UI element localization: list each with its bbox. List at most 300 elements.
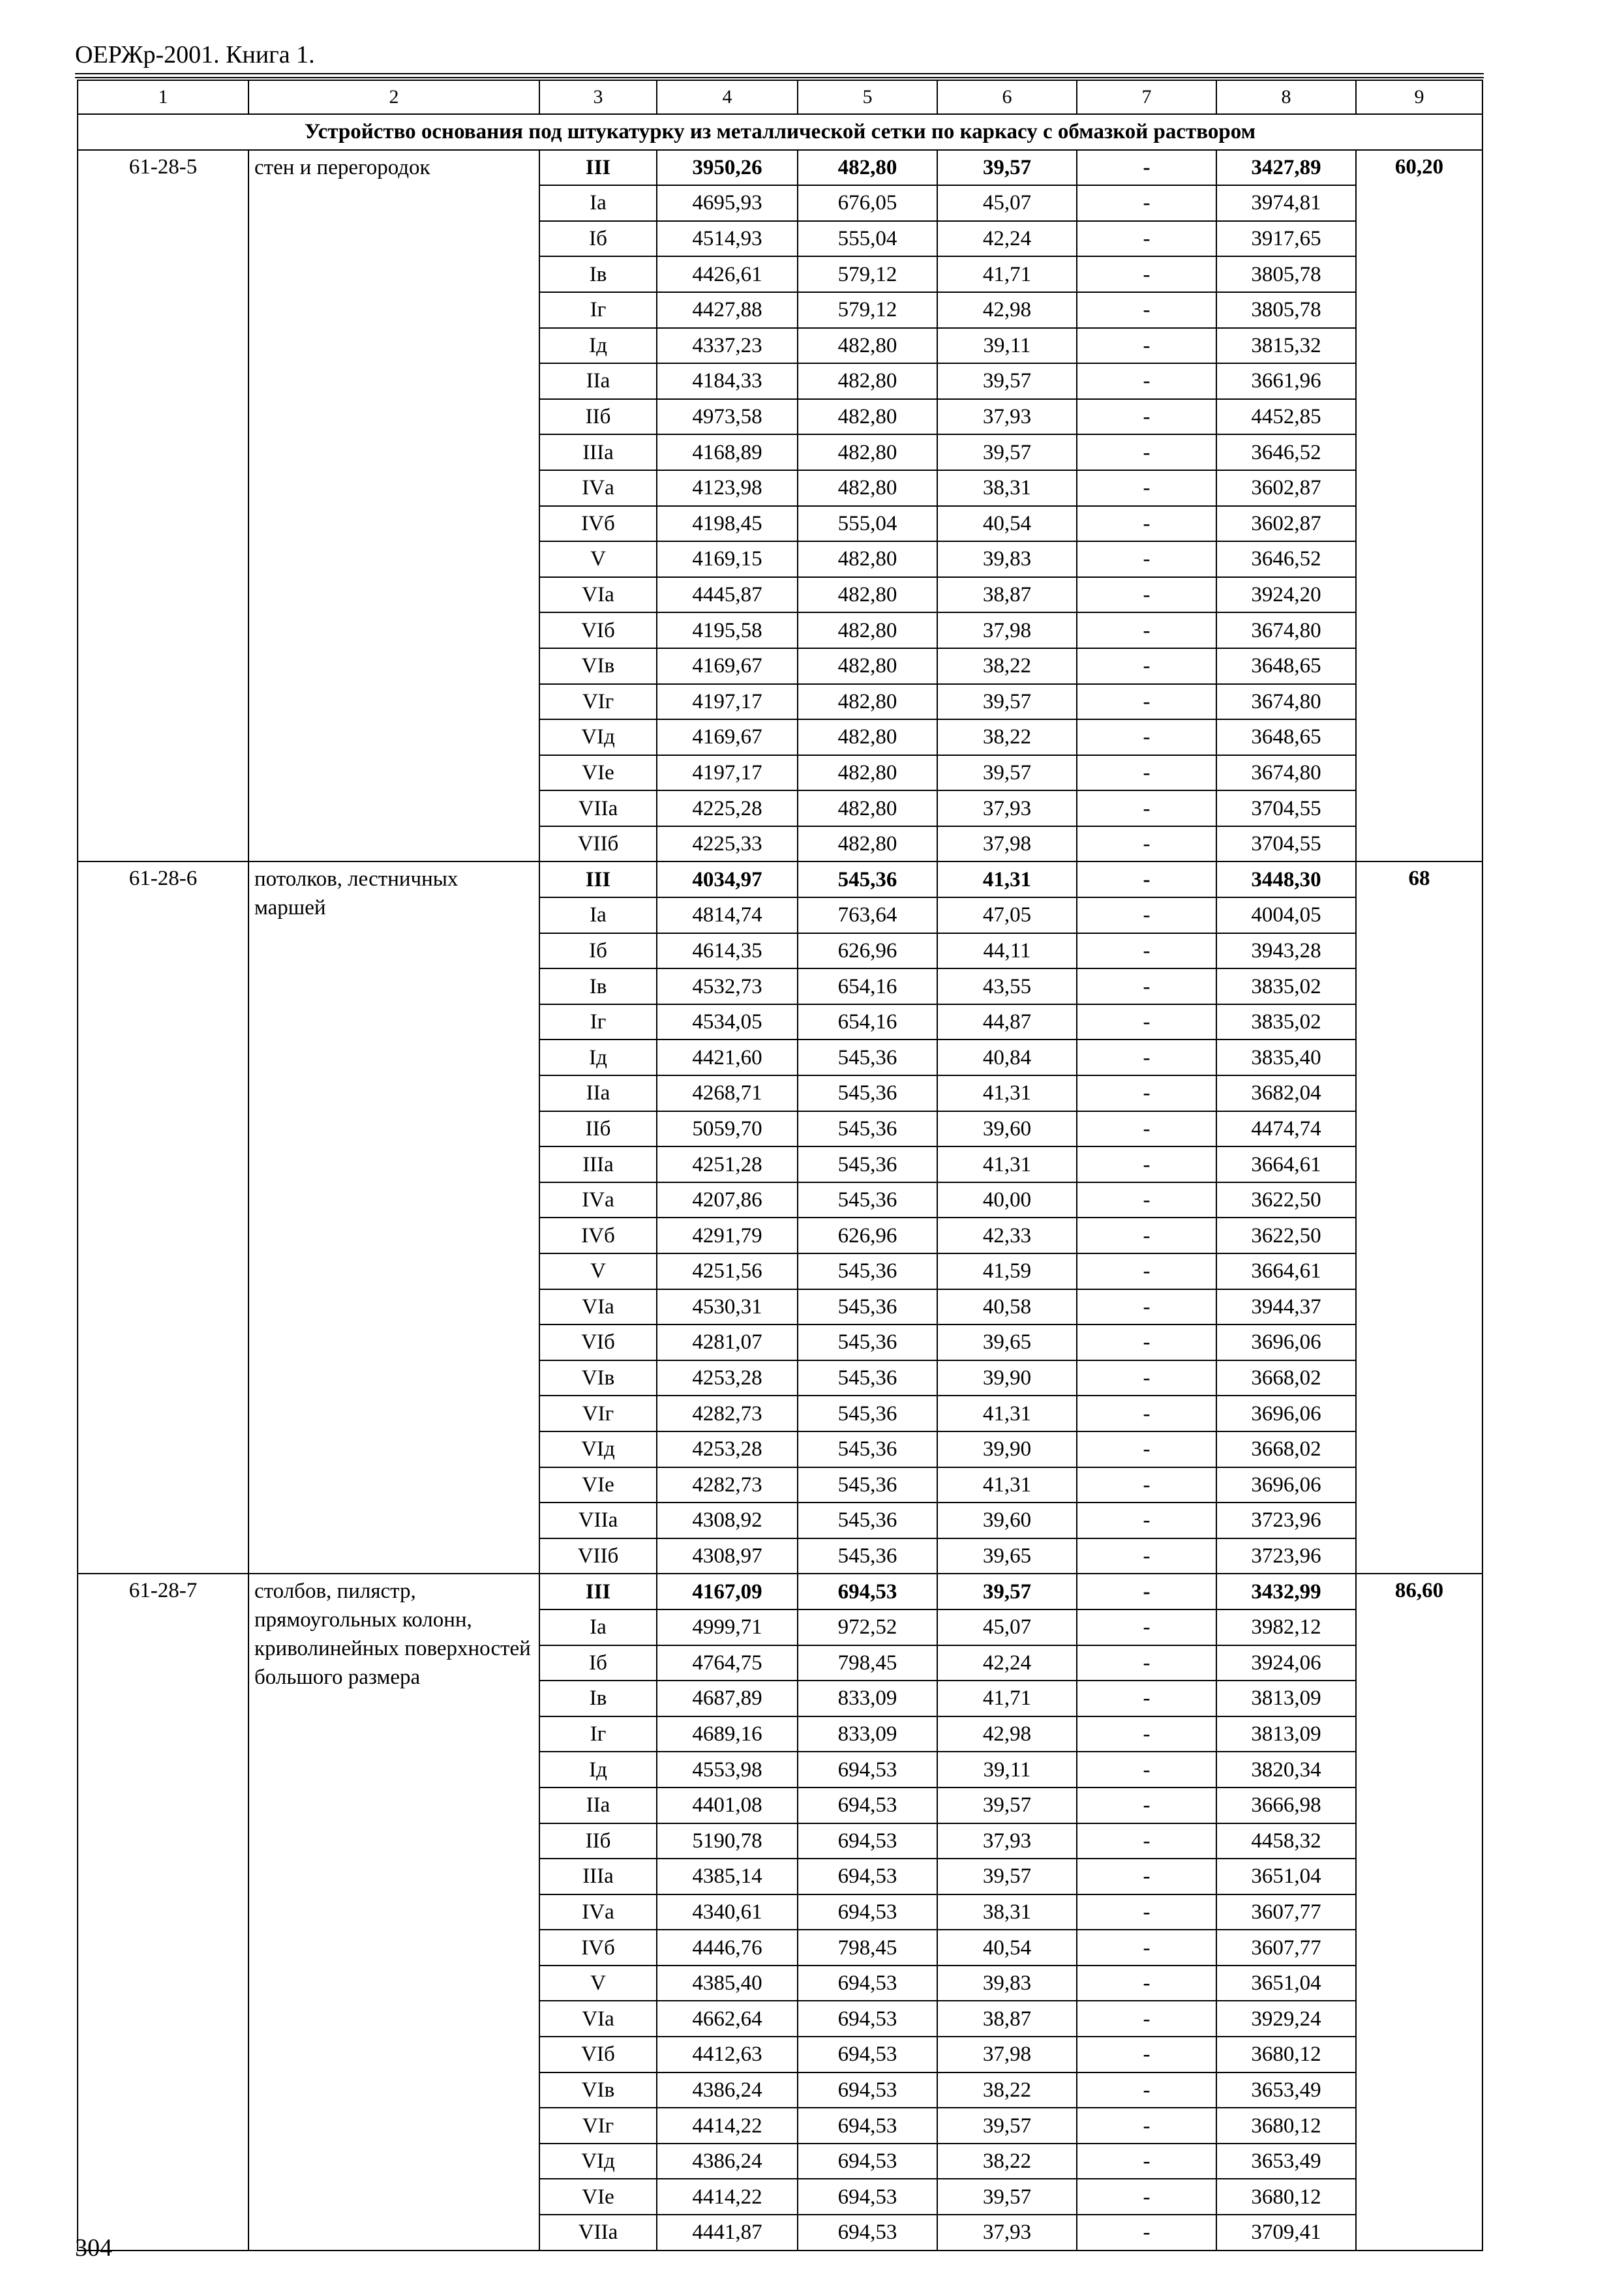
cost-total-cell: 4695,93 xyxy=(657,185,798,221)
cost-machines-cell: 39,65 xyxy=(937,1538,1077,1574)
cost-machines-cell: 39,57 xyxy=(937,363,1077,399)
cost-driver-wages-cell: - xyxy=(1077,399,1216,435)
zone-cell: IVб xyxy=(539,506,657,542)
zone-cell: Iг xyxy=(539,292,657,328)
column-number: 7 xyxy=(1077,80,1216,114)
cost-materials-cell: 3622,50 xyxy=(1216,1182,1356,1218)
zone-cell: VIIб xyxy=(539,826,657,862)
labor-cost-cell: 60,20 xyxy=(1356,150,1482,862)
cost-total-cell: 4169,15 xyxy=(657,541,798,577)
cost-total-cell: 4225,28 xyxy=(657,790,798,826)
cost-total-cell: 4281,07 xyxy=(657,1324,798,1360)
cost-driver-wages-cell: - xyxy=(1077,1574,1216,1609)
item-description: стен и перегородок xyxy=(248,150,539,862)
cost-driver-wages-cell: - xyxy=(1077,1966,1216,2001)
cost-wages-cell: 545,36 xyxy=(798,1289,937,1325)
labor-cost-cell: 86,60 xyxy=(1356,1574,1482,2250)
cost-machines-cell: 39,57 xyxy=(937,755,1077,791)
cost-driver-wages-cell: - xyxy=(1077,684,1216,720)
zone-cell: Iб xyxy=(539,221,657,257)
cost-materials-cell: 3607,77 xyxy=(1216,1930,1356,1966)
cost-driver-wages-cell: - xyxy=(1077,541,1216,577)
cost-wages-cell: 798,45 xyxy=(798,1645,937,1681)
cost-total-cell: 4034,97 xyxy=(657,861,798,897)
item-code: 61-28-5 xyxy=(78,150,248,862)
cost-machines-cell: 45,07 xyxy=(937,185,1077,221)
column-number: 9 xyxy=(1356,80,1482,114)
cost-total-cell: 4123,98 xyxy=(657,470,798,506)
cost-wages-cell: 482,80 xyxy=(798,470,937,506)
cost-materials-cell: 3924,06 xyxy=(1216,1645,1356,1681)
cost-materials-cell: 3696,06 xyxy=(1216,1467,1356,1503)
cost-driver-wages-cell: - xyxy=(1077,2108,1216,2144)
cost-driver-wages-cell: - xyxy=(1077,861,1216,897)
cost-wages-cell: 482,80 xyxy=(798,719,937,755)
cost-driver-wages-cell: - xyxy=(1077,577,1216,613)
cost-total-cell: 4614,35 xyxy=(657,933,798,969)
cost-total-cell: 4207,86 xyxy=(657,1182,798,1218)
table-row xyxy=(78,1574,1482,1609)
cost-machines-cell: 39,90 xyxy=(937,1431,1077,1467)
column-number: 1 xyxy=(78,80,248,114)
table-body xyxy=(78,80,1482,2251)
cost-driver-wages-cell: - xyxy=(1077,2037,1216,2072)
cost-machines-cell: 39,57 xyxy=(937,1574,1077,1609)
cost-driver-wages-cell: - xyxy=(1077,1040,1216,1075)
cost-total-cell: 4197,17 xyxy=(657,755,798,791)
cost-wages-cell: 676,05 xyxy=(798,185,937,221)
zone-cell: VIб xyxy=(539,612,657,648)
cost-total-cell: 4689,16 xyxy=(657,1716,798,1752)
cost-total-cell: 4427,88 xyxy=(657,292,798,328)
cost-wages-cell: 555,04 xyxy=(798,221,937,257)
cost-driver-wages-cell: - xyxy=(1077,897,1216,933)
cost-total-cell: 4195,58 xyxy=(657,612,798,648)
cost-driver-wages-cell: - xyxy=(1077,826,1216,862)
cost-wages-cell: 482,80 xyxy=(798,577,937,613)
zone-cell: IVа xyxy=(539,1182,657,1218)
column-number: 6 xyxy=(937,80,1077,114)
zone-cell: VIIа xyxy=(539,1503,657,1538)
cost-materials-cell: 3668,02 xyxy=(1216,1431,1356,1467)
cost-driver-wages-cell: - xyxy=(1077,648,1216,684)
cost-machines-cell: 45,07 xyxy=(937,1609,1077,1645)
cost-machines-cell: 37,98 xyxy=(937,826,1077,862)
cost-total-cell: 3950,26 xyxy=(657,150,798,186)
cost-total-cell: 4401,08 xyxy=(657,1788,798,1823)
cost-machines-cell: 42,24 xyxy=(937,1645,1077,1681)
cost-driver-wages-cell: - xyxy=(1077,2144,1216,2179)
zone-cell: Iб xyxy=(539,933,657,969)
cost-materials-cell: 3696,06 xyxy=(1216,1324,1356,1360)
cost-driver-wages-cell: - xyxy=(1077,328,1216,364)
cost-materials-cell: 3704,55 xyxy=(1216,790,1356,826)
cost-driver-wages-cell: - xyxy=(1077,790,1216,826)
cost-materials-cell: 3602,87 xyxy=(1216,470,1356,506)
cost-materials-cell: 3924,20 xyxy=(1216,577,1356,613)
cost-total-cell: 4282,73 xyxy=(657,1396,798,1431)
cost-wages-cell: 545,36 xyxy=(798,1075,937,1111)
zone-cell: IIIа xyxy=(539,434,657,470)
cost-wages-cell: 654,16 xyxy=(798,968,937,1004)
cost-wages-cell: 545,36 xyxy=(798,1253,937,1289)
cost-driver-wages-cell: - xyxy=(1077,612,1216,648)
cost-machines-cell: 40,84 xyxy=(937,1040,1077,1075)
cost-driver-wages-cell: - xyxy=(1077,755,1216,791)
zone-cell: V xyxy=(539,1253,657,1289)
cost-machines-cell: 42,98 xyxy=(937,292,1077,328)
column-number: 5 xyxy=(798,80,937,114)
zone-cell: VIIа xyxy=(539,2215,657,2251)
cost-wages-cell: 482,80 xyxy=(798,790,937,826)
cost-machines-cell: 39,57 xyxy=(937,1859,1077,1894)
cost-machines-cell: 41,71 xyxy=(937,1681,1077,1716)
zone-cell: IVа xyxy=(539,1894,657,1930)
zone-cell: VIе xyxy=(539,755,657,791)
cost-machines-cell: 39,11 xyxy=(937,328,1077,364)
zone-cell: VIд xyxy=(539,1431,657,1467)
cost-driver-wages-cell: - xyxy=(1077,1645,1216,1681)
cost-total-cell: 4251,28 xyxy=(657,1146,798,1182)
cost-wages-cell: 579,12 xyxy=(798,292,937,328)
cost-machines-cell: 43,55 xyxy=(937,968,1077,1004)
cost-driver-wages-cell: - xyxy=(1077,2001,1216,2037)
cost-driver-wages-cell: - xyxy=(1077,1004,1216,1040)
cost-driver-wages-cell: - xyxy=(1077,1360,1216,1396)
cost-driver-wages-cell: - xyxy=(1077,1716,1216,1752)
cost-total-cell: 4386,24 xyxy=(657,2144,798,2179)
cost-wages-cell: 482,80 xyxy=(798,826,937,862)
cost-materials-cell: 4474,74 xyxy=(1216,1111,1356,1147)
cost-materials-cell: 3682,04 xyxy=(1216,1075,1356,1111)
cost-driver-wages-cell: - xyxy=(1077,1503,1216,1538)
cost-driver-wages-cell: - xyxy=(1077,1396,1216,1431)
cost-total-cell: 4184,33 xyxy=(657,363,798,399)
cost-total-cell: 4532,73 xyxy=(657,968,798,1004)
cost-wages-cell: 694,53 xyxy=(798,2179,937,2215)
cost-machines-cell: 41,31 xyxy=(937,1146,1077,1182)
cost-total-cell: 4421,60 xyxy=(657,1040,798,1075)
cost-materials-cell: 3704,55 xyxy=(1216,826,1356,862)
cost-total-cell: 4169,67 xyxy=(657,719,798,755)
cost-total-cell: 4251,56 xyxy=(657,1253,798,1289)
cost-total-cell: 4441,87 xyxy=(657,2215,798,2251)
cost-driver-wages-cell: - xyxy=(1077,1894,1216,1930)
cost-driver-wages-cell: - xyxy=(1077,719,1216,755)
cost-wages-cell: 482,80 xyxy=(798,755,937,791)
cost-total-cell: 4340,61 xyxy=(657,1894,798,1930)
cost-machines-cell: 38,22 xyxy=(937,2072,1077,2108)
cost-wages-cell: 694,53 xyxy=(798,1788,937,1823)
cost-machines-cell: 38,22 xyxy=(937,648,1077,684)
cost-materials-cell: 3666,98 xyxy=(1216,1788,1356,1823)
cost-machines-cell: 41,31 xyxy=(937,1467,1077,1503)
cost-wages-cell: 694,53 xyxy=(798,1823,937,1859)
cost-total-cell: 4308,97 xyxy=(657,1538,798,1574)
cost-wages-cell: 694,53 xyxy=(798,1574,937,1609)
cost-driver-wages-cell: - xyxy=(1077,933,1216,969)
cost-total-cell: 4308,92 xyxy=(657,1503,798,1538)
zone-cell: IVб xyxy=(539,1930,657,1966)
cost-total-cell: 4446,76 xyxy=(657,1930,798,1966)
zone-cell: Iв xyxy=(539,968,657,1004)
cost-total-cell: 4426,61 xyxy=(657,256,798,292)
cost-machines-cell: 39,83 xyxy=(937,1966,1077,2001)
cost-machines-cell: 44,11 xyxy=(937,933,1077,969)
cost-machines-cell: 39,57 xyxy=(937,2108,1077,2144)
zone-cell: Iа xyxy=(539,1609,657,1645)
cost-wages-cell: 833,09 xyxy=(798,1716,937,1752)
cost-wages-cell: 694,53 xyxy=(798,1894,937,1930)
cost-wages-cell: 545,36 xyxy=(798,1396,937,1431)
cost-materials-cell: 3674,80 xyxy=(1216,612,1356,648)
cost-machines-cell: 39,60 xyxy=(937,1111,1077,1147)
header-rule-thick xyxy=(75,77,1484,78)
cost-driver-wages-cell: - xyxy=(1077,1609,1216,1645)
zone-cell: IIб xyxy=(539,399,657,435)
cost-materials-cell: 3648,65 xyxy=(1216,648,1356,684)
zone-cell: Iа xyxy=(539,185,657,221)
cost-total-cell: 4764,75 xyxy=(657,1645,798,1681)
cost-materials-cell: 3805,78 xyxy=(1216,256,1356,292)
zone-cell: III xyxy=(539,1574,657,1609)
zone-cell: VIг xyxy=(539,2108,657,2144)
cost-driver-wages-cell: - xyxy=(1077,506,1216,542)
cost-driver-wages-cell: - xyxy=(1077,470,1216,506)
cost-driver-wages-cell: - xyxy=(1077,1788,1216,1823)
cost-materials-cell: 4004,05 xyxy=(1216,897,1356,933)
cost-wages-cell: 694,53 xyxy=(798,2108,937,2144)
cost-materials-cell: 3815,32 xyxy=(1216,328,1356,364)
cost-wages-cell: 482,80 xyxy=(798,363,937,399)
zone-cell: VIв xyxy=(539,648,657,684)
zone-cell: IVа xyxy=(539,470,657,506)
cost-driver-wages-cell: - xyxy=(1077,2072,1216,2108)
cost-driver-wages-cell: - xyxy=(1077,1111,1216,1147)
zone-cell: Iв xyxy=(539,256,657,292)
cost-total-cell: 4530,31 xyxy=(657,1289,798,1325)
cost-materials-cell: 3944,37 xyxy=(1216,1289,1356,1325)
zone-cell: VIа xyxy=(539,2001,657,2037)
zone-cell: VIа xyxy=(539,577,657,613)
table-row xyxy=(78,150,1482,186)
cost-wages-cell: 626,96 xyxy=(798,933,937,969)
cost-materials-cell: 3835,02 xyxy=(1216,1004,1356,1040)
cost-materials-cell: 3674,80 xyxy=(1216,684,1356,720)
cost-wages-cell: 694,53 xyxy=(798,2215,937,2251)
cost-total-cell: 4225,33 xyxy=(657,826,798,862)
cost-machines-cell: 41,31 xyxy=(937,861,1077,897)
cost-driver-wages-cell: - xyxy=(1077,1930,1216,1966)
zone-cell: III xyxy=(539,861,657,897)
cost-machines-cell: 47,05 xyxy=(937,897,1077,933)
cost-wages-cell: 545,36 xyxy=(798,861,937,897)
cost-materials-cell: 3835,02 xyxy=(1216,968,1356,1004)
labor-cost-cell: 68 xyxy=(1356,861,1482,1574)
cost-wages-cell: 482,80 xyxy=(798,541,937,577)
cost-total-cell: 4385,14 xyxy=(657,1859,798,1894)
zone-cell: VIг xyxy=(539,1396,657,1431)
cost-machines-cell: 39,60 xyxy=(937,1503,1077,1538)
price-table xyxy=(77,80,1483,2251)
cost-machines-cell: 40,54 xyxy=(937,506,1077,542)
cost-materials-cell: 3813,09 xyxy=(1216,1681,1356,1716)
cost-machines-cell: 39,11 xyxy=(937,1752,1077,1788)
cost-wages-cell: 482,80 xyxy=(798,434,937,470)
cost-machines-cell: 37,93 xyxy=(937,2215,1077,2251)
cost-wages-cell: 545,36 xyxy=(798,1503,937,1538)
cost-wages-cell: 545,36 xyxy=(798,1360,937,1396)
zone-cell: VIг xyxy=(539,684,657,720)
cost-machines-cell: 39,57 xyxy=(937,150,1077,186)
cost-driver-wages-cell: - xyxy=(1077,1182,1216,1218)
cost-materials-cell: 3680,12 xyxy=(1216,2108,1356,2144)
cost-driver-wages-cell: - xyxy=(1077,434,1216,470)
cost-total-cell: 4814,74 xyxy=(657,897,798,933)
cost-total-cell: 5190,78 xyxy=(657,1823,798,1859)
cost-machines-cell: 42,33 xyxy=(937,1218,1077,1253)
cost-total-cell: 4198,45 xyxy=(657,506,798,542)
cost-materials-cell: 3917,65 xyxy=(1216,221,1356,257)
cost-wages-cell: 545,36 xyxy=(798,1146,937,1182)
cost-driver-wages-cell: - xyxy=(1077,256,1216,292)
cost-driver-wages-cell: - xyxy=(1077,1752,1216,1788)
cost-driver-wages-cell: - xyxy=(1077,1253,1216,1289)
cost-materials-cell: 3651,04 xyxy=(1216,1966,1356,2001)
cost-machines-cell: 37,98 xyxy=(937,612,1077,648)
cost-driver-wages-cell: - xyxy=(1077,1467,1216,1503)
column-number: 4 xyxy=(657,80,798,114)
cost-wages-cell: 972,52 xyxy=(798,1609,937,1645)
cost-materials-cell: 3680,12 xyxy=(1216,2037,1356,2072)
cost-driver-wages-cell: - xyxy=(1077,1218,1216,1253)
cost-wages-cell: 482,80 xyxy=(798,399,937,435)
cost-materials-cell: 3646,52 xyxy=(1216,541,1356,577)
column-number: 3 xyxy=(539,80,657,114)
section-title-row xyxy=(78,114,1482,150)
cost-machines-cell: 41,31 xyxy=(937,1075,1077,1111)
cost-wages-cell: 545,36 xyxy=(798,1431,937,1467)
cost-total-cell: 4197,17 xyxy=(657,684,798,720)
cost-wages-cell: 555,04 xyxy=(798,506,937,542)
cost-materials-cell: 3664,61 xyxy=(1216,1253,1356,1289)
cost-materials-cell: 3820,34 xyxy=(1216,1752,1356,1788)
zone-cell: VIа xyxy=(539,1289,657,1325)
cost-total-cell: 4253,28 xyxy=(657,1360,798,1396)
zone-cell: V xyxy=(539,1966,657,2001)
zone-cell: Iд xyxy=(539,1752,657,1788)
cost-machines-cell: 38,31 xyxy=(937,1894,1077,1930)
cost-materials-cell: 3648,65 xyxy=(1216,719,1356,755)
cost-driver-wages-cell: - xyxy=(1077,221,1216,257)
cost-materials-cell: 3661,96 xyxy=(1216,363,1356,399)
page-header-title: ОЕРЖр-2001. Книга 1. xyxy=(75,41,315,68)
cost-machines-cell: 39,57 xyxy=(937,434,1077,470)
cost-total-cell: 4687,89 xyxy=(657,1681,798,1716)
zone-cell: VIб xyxy=(539,1324,657,1360)
zone-cell: Iв xyxy=(539,1681,657,1716)
cost-materials-cell: 3723,96 xyxy=(1216,1538,1356,1574)
zone-cell: Iг xyxy=(539,1004,657,1040)
cost-materials-cell: 3653,49 xyxy=(1216,2072,1356,2108)
cost-total-cell: 4385,40 xyxy=(657,1966,798,2001)
zone-cell: IIIа xyxy=(539,1859,657,1894)
cost-total-cell: 4412,63 xyxy=(657,2037,798,2072)
cost-driver-wages-cell: - xyxy=(1077,1146,1216,1182)
cost-driver-wages-cell: - xyxy=(1077,2215,1216,2251)
cost-materials-cell: 3943,28 xyxy=(1216,933,1356,969)
zone-cell: VIд xyxy=(539,2144,657,2179)
cost-wages-cell: 579,12 xyxy=(798,256,937,292)
cost-materials-cell: 3622,50 xyxy=(1216,1218,1356,1253)
cost-wages-cell: 482,80 xyxy=(798,612,937,648)
cost-materials-cell: 3835,40 xyxy=(1216,1040,1356,1075)
cost-wages-cell: 654,16 xyxy=(798,1004,937,1040)
cost-materials-cell: 3664,61 xyxy=(1216,1146,1356,1182)
cost-wages-cell: 545,36 xyxy=(798,1111,937,1147)
cost-driver-wages-cell: - xyxy=(1077,968,1216,1004)
cost-total-cell: 4386,24 xyxy=(657,2072,798,2108)
cost-wages-cell: 763,64 xyxy=(798,897,937,933)
zone-cell: VIв xyxy=(539,2072,657,2108)
cost-machines-cell: 38,87 xyxy=(937,2001,1077,2037)
zone-cell: Iб xyxy=(539,1645,657,1681)
cost-wages-cell: 545,36 xyxy=(798,1538,937,1574)
cost-wages-cell: 545,36 xyxy=(798,1324,937,1360)
header-rule-thin xyxy=(75,73,1484,74)
zone-cell: VIе xyxy=(539,1467,657,1503)
cost-wages-cell: 626,96 xyxy=(798,1218,937,1253)
cost-materials-cell: 3651,04 xyxy=(1216,1859,1356,1894)
cost-total-cell: 4445,87 xyxy=(657,577,798,613)
zone-cell: III xyxy=(539,150,657,186)
cost-driver-wages-cell: - xyxy=(1077,1538,1216,1574)
cost-wages-cell: 482,80 xyxy=(798,150,937,186)
cost-driver-wages-cell: - xyxy=(1077,1324,1216,1360)
cost-driver-wages-cell: - xyxy=(1077,1859,1216,1894)
cost-total-cell: 4167,09 xyxy=(657,1574,798,1609)
zone-cell: VIв xyxy=(539,1360,657,1396)
zone-cell: IVб xyxy=(539,1218,657,1253)
cost-total-cell: 4414,22 xyxy=(657,2179,798,2215)
cost-wages-cell: 545,36 xyxy=(798,1040,937,1075)
cost-materials-cell: 3427,89 xyxy=(1216,150,1356,186)
cost-driver-wages-cell: - xyxy=(1077,1681,1216,1716)
cost-wages-cell: 833,09 xyxy=(798,1681,937,1716)
cost-materials-cell: 3607,77 xyxy=(1216,1894,1356,1930)
cost-driver-wages-cell: - xyxy=(1077,1075,1216,1111)
cost-total-cell: 4662,64 xyxy=(657,2001,798,2037)
cost-total-cell: 4973,58 xyxy=(657,399,798,435)
zone-cell: IIа xyxy=(539,363,657,399)
cost-machines-cell: 39,57 xyxy=(937,2179,1077,2215)
cost-wages-cell: 694,53 xyxy=(798,1966,937,2001)
cost-total-cell: 4168,89 xyxy=(657,434,798,470)
zone-cell: Iг xyxy=(539,1716,657,1752)
cost-driver-wages-cell: - xyxy=(1077,1431,1216,1467)
zone-cell: IIб xyxy=(539,1111,657,1147)
cost-materials-cell: 3602,87 xyxy=(1216,506,1356,542)
column-number: 8 xyxy=(1216,80,1356,114)
cost-wages-cell: 545,36 xyxy=(798,1182,937,1218)
column-number: 2 xyxy=(248,80,539,114)
zone-cell: Iа xyxy=(539,897,657,933)
cost-total-cell: 4169,67 xyxy=(657,648,798,684)
cost-materials-cell: 3813,09 xyxy=(1216,1716,1356,1752)
cost-machines-cell: 44,87 xyxy=(937,1004,1077,1040)
cost-machines-cell: 39,65 xyxy=(937,1324,1077,1360)
column-number-row xyxy=(78,80,1482,114)
